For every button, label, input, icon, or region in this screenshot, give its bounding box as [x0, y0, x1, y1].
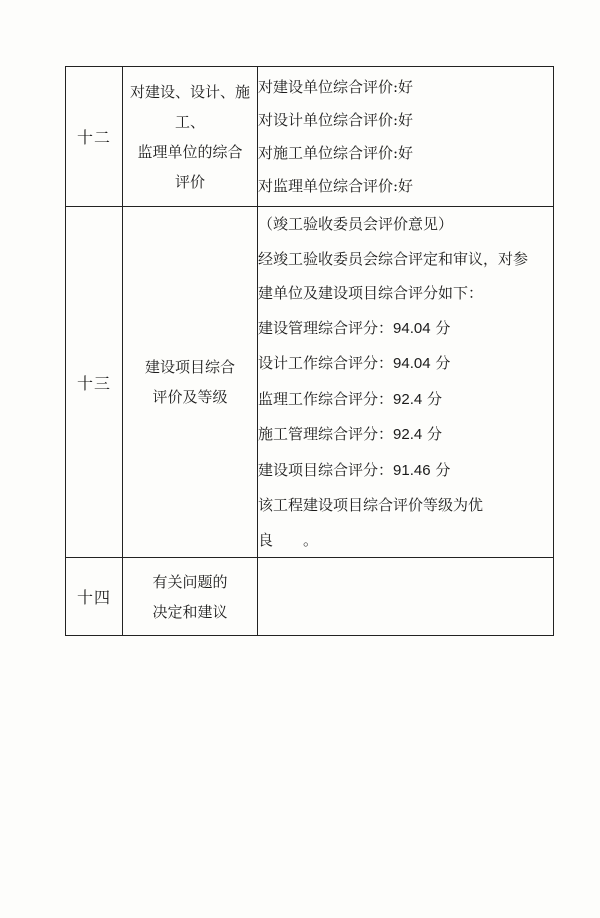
score-line: 施工管理综合评分：92.4 分: [258, 425, 443, 443]
grade-line: 良 。: [258, 530, 319, 549]
row-item-title: 对建设、设计、施 工、 监理单位的综合 评价: [123, 67, 258, 207]
row-content-empty: [258, 558, 554, 636]
score-line: 建设项目综合评分：91.46 分: [258, 460, 451, 479]
table-row: [66, 558, 554, 636]
score-value: 94.04: [393, 355, 431, 372]
row-content: [258, 207, 554, 558]
grade-line: 该工程建设项目综合评价等级为优: [258, 496, 484, 514]
score-value: 92.4: [393, 426, 423, 443]
opinion-intro: 经竣工验收委员会综合评定和审议，对参: [258, 249, 529, 268]
score-value: 92.4: [393, 390, 423, 408]
table-row: [66, 67, 554, 207]
table-row: [66, 207, 554, 558]
score-value: 91.46: [393, 461, 431, 479]
score-line: 监理工作综合评分：92.4 分: [258, 389, 443, 408]
score-line: 设计工作综合评分：94.04 分: [258, 354, 451, 372]
acceptance-report-table: [65, 66, 554, 636]
row-item-title: 建设项目综合 评价及等级: [123, 207, 258, 558]
row-number: 十三: [66, 207, 123, 558]
evaluation-line: 对监理单位综合评价:好: [258, 176, 414, 195]
row-number: 十四: [66, 558, 123, 636]
evaluation-line: 对建设单位综合评价:好: [258, 77, 414, 96]
row-content: [258, 67, 554, 207]
score-value: 94.04: [393, 319, 431, 337]
opinion-heading: （竣工验收委员会评价意见）: [258, 215, 454, 233]
evaluation-line: 对施工单位综合评价:好: [258, 143, 414, 162]
opinion-intro: 建单位及建设项目综合评分如下：: [258, 284, 484, 302]
evaluation-line: 对设计单位综合评价:好: [258, 110, 414, 129]
row-number: 十二: [66, 67, 123, 207]
score-line: 建设管理综合评分：94.04 分: [258, 318, 451, 337]
row-item-title: 有关问题的 决定和建议: [123, 558, 258, 636]
